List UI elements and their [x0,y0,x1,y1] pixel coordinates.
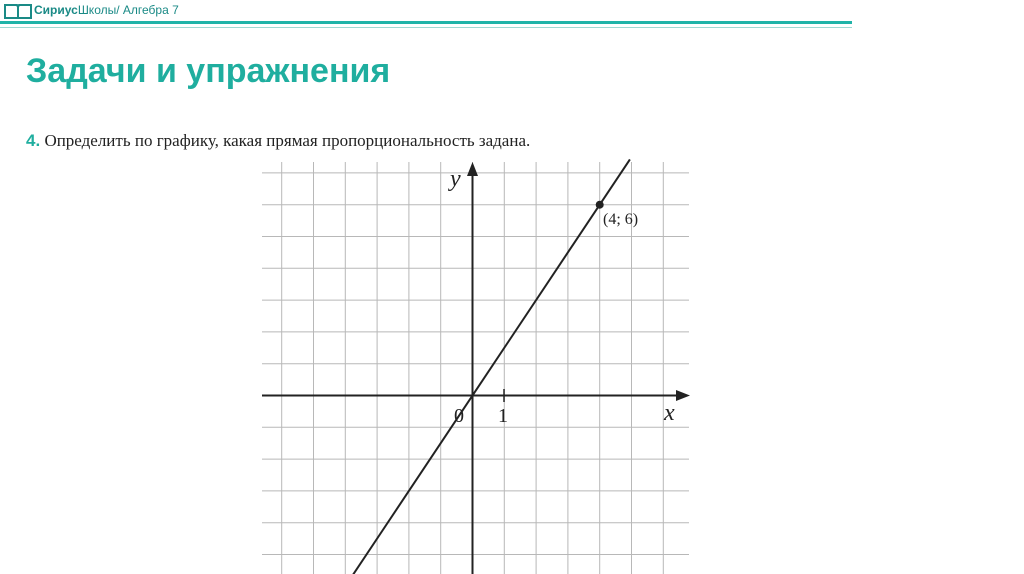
y-axis-arrow [467,162,478,176]
task-text: Определить по графику, какая прямая пропорциональность задана. [44,131,531,150]
page-title: Задачи и упражнения [26,52,391,90]
course-name: Школы/ Алгебра 7 [77,3,179,17]
brand-name: Сириус [34,3,78,17]
proportionality-line [310,159,630,574]
task-number: 4. [26,131,41,150]
x-axis-arrow [676,390,690,401]
y-axis-label: y [450,166,461,192]
origin-label: 0 [454,405,464,427]
point-label: (4; 6) [603,211,639,228]
point-marker [596,201,604,209]
unit-label: 1 [498,405,508,427]
x-axis-label: x [664,400,675,426]
